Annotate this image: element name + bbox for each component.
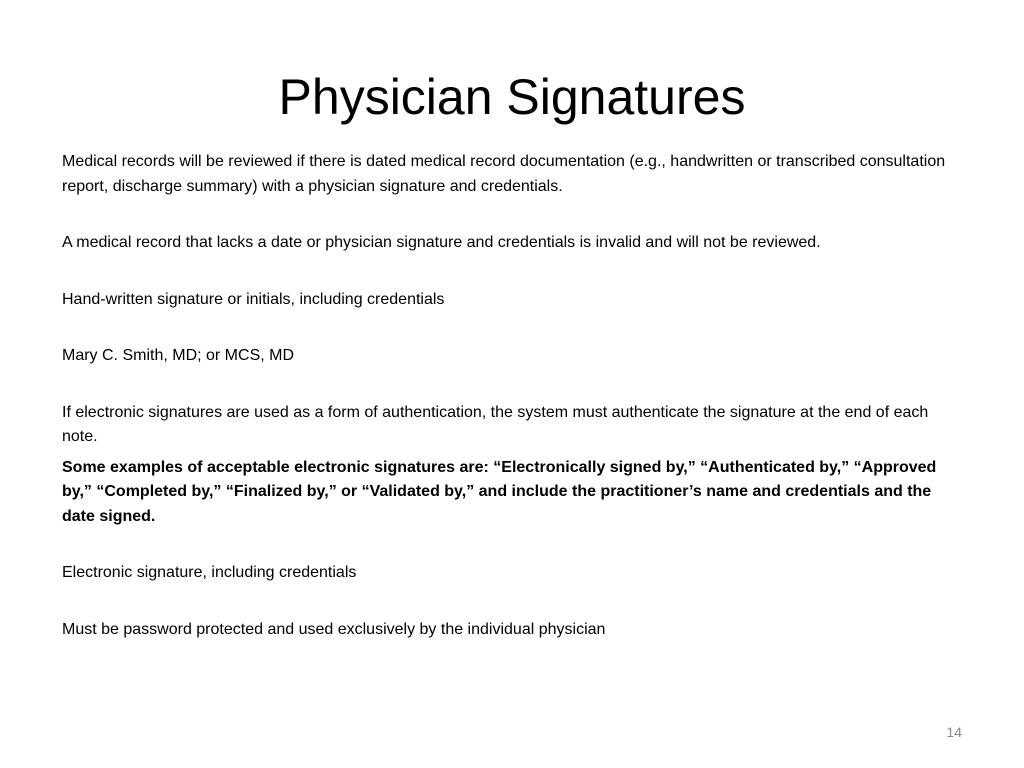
paragraph-invalid-record: A medical record that lacks a date or physician signature and credentials is invalid and will not be reviewed. <box>62 234 821 251</box>
page-number: 14 <box>946 724 962 740</box>
paragraph-review-criteria: Medical records will be reviewed if there is dated medical record documentation (e.g., handwritten or transcribed consultation report, discharge summary) with a physician signature and credentials. <box>62 153 946 195</box>
paragraph-electronic-examples: Some examples of acceptable electronic signatures are: “Electronically signed by,” “Authenticated by,” “Approved by,” “Completed by,” “Finalized by,” or “Validated by,” and include the practitioner’s name and credentials and the date signed. <box>62 458 937 525</box>
slide-body <box>62 150 962 642</box>
paragraph-password-protected: Must be password protected and used exclusively by the individual physician <box>62 620 606 638</box>
paragraph-signature-example: Mary C. Smith, MD; or MCS, MD <box>62 347 295 364</box>
paragraph-electronic-authentication: If electronic signatures are used as a form of authentication, the system must authenticate the signature at the end of each note. <box>62 403 929 445</box>
paragraph-electronic-signature: Electronic signature, including credentials <box>62 564 357 581</box>
slide-title: Physician Signatures <box>278 69 746 125</box>
paragraph-handwritten-signature: Hand-written signature or initials, including credentials <box>62 290 445 308</box>
